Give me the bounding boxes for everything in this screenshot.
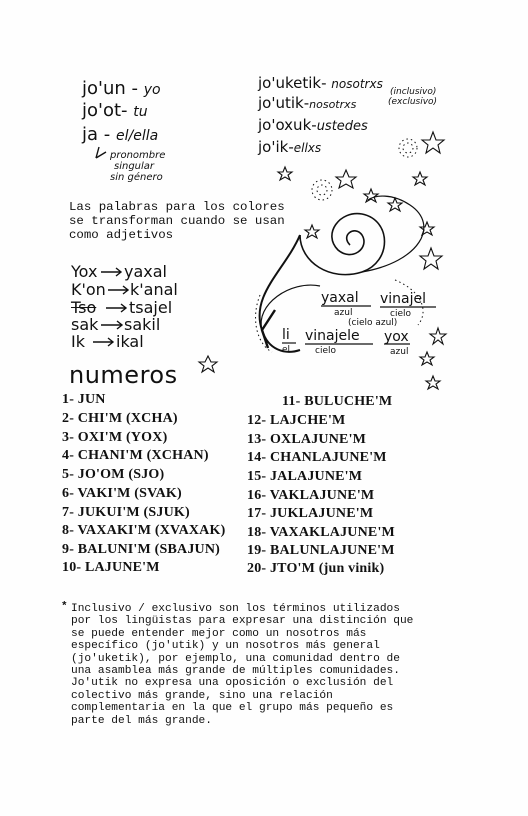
number-item: 5- JO'OM (SJO) <box>62 467 165 482</box>
footnote-line: parte del más grande. <box>71 714 212 727</box>
star-icon <box>420 352 434 365</box>
number-item: 16- VAKLAJUNE'M <box>247 488 375 503</box>
pronoun-word: jo'utik <box>258 94 304 112</box>
pronoun-gloss: nosotrxs <box>331 77 383 91</box>
pronoun-row: jo'oxuk-ustedes <box>258 116 368 134</box>
swirl-gloss: cielo <box>315 346 336 356</box>
swirl-word: vinajel <box>380 291 427 307</box>
color-from: Ik <box>71 332 85 351</box>
colors-intro-line: Las palabras para los colores <box>69 200 285 214</box>
footnote-line: específico (jo'utik) y un nosotros más general <box>71 640 380 653</box>
color-to: yaxal <box>124 262 167 281</box>
pronoun-gloss: yo <box>143 82 161 98</box>
star-icon <box>364 189 378 202</box>
number-item: 3- OXI'M (YOX) <box>62 430 168 445</box>
footnote-line: Jo'utik no expresa una oposición o exclusión del <box>71 677 394 690</box>
pronoun-note-line: sin género <box>110 172 163 183</box>
footnote-mark: * <box>61 601 68 613</box>
numbers-title: numeros <box>69 361 178 389</box>
pronoun-word: jo'un <box>82 78 126 99</box>
swirl-word: yaxal <box>321 290 359 306</box>
number-item: 11- BULUCHE'M <box>282 394 393 409</box>
number-item: 13- OXLAJUNE'M <box>247 432 367 447</box>
number-item: 19- BALUNLAJUNE'M <box>247 543 395 558</box>
footnote-line: colectivo más grande, sino una relación <box>71 689 333 702</box>
pronoun-gloss: ustedes <box>316 119 368 134</box>
swirl-gloss: el <box>282 345 291 355</box>
footnote-line: se puede entender mejor como un nosotros más <box>71 627 367 640</box>
star-icon <box>305 225 319 238</box>
pronoun-row: ja - el/ella <box>82 124 159 145</box>
pronoun-word: ja <box>82 124 99 145</box>
colors-intro-line: como adjetivos <box>69 228 174 242</box>
pronoun-note-line: pronombre <box>110 150 166 161</box>
footnote-line: Inclusivo / exclusivo son los términos utilizados <box>71 603 400 615</box>
color-to: ikal <box>116 332 144 351</box>
color-to: tsajel <box>129 298 173 317</box>
swirl-gloss: (cielo azul) <box>348 318 398 328</box>
swirl-word: li <box>282 327 290 343</box>
pronoun-gloss: el/ella <box>115 128 159 144</box>
star-icon <box>199 356 217 372</box>
pronoun-word: jo'uketik <box>258 74 322 92</box>
pronoun-note: (exclusivo) <box>388 97 438 107</box>
number-item: 1- JUN <box>62 392 106 407</box>
color-from: Tso <box>71 298 97 317</box>
number-item: 8- VAXAKI'M (XVAXAK) <box>62 523 226 538</box>
star-icon <box>278 167 292 180</box>
star-icon <box>426 376 440 389</box>
swirl-word: vinajele <box>305 328 360 344</box>
footnote-line: (jo'uketik), por ejemplo, una comunidad dentro de <box>71 652 400 665</box>
pronoun-row: jo'ik-ellxs <box>258 138 322 156</box>
pronoun-word: jo'ot <box>82 100 122 121</box>
star-icon <box>430 328 446 344</box>
pronoun-word: jo'ik <box>258 138 289 156</box>
star-icon <box>422 132 444 153</box>
color-from: sak <box>71 315 99 334</box>
number-item: 9- BALUNI'M (SBAJUN) <box>62 542 220 557</box>
star-icon <box>336 170 356 188</box>
pronoun-gloss: tu <box>133 104 148 120</box>
number-item: 18- VAXAKLAJUNE'M <box>247 525 395 540</box>
swirl-gloss: azul <box>334 308 353 318</box>
number-item: 6- VAKI'M (SVAK) <box>62 486 182 501</box>
pronoun-word: jo'oxuk <box>258 116 312 134</box>
pronoun-row: jo'ot- tu <box>82 100 148 121</box>
number-item: 14- CHANLAJUNE'M <box>247 450 387 465</box>
swirl-gloss: cielo <box>390 309 411 319</box>
footnote <box>71 603 413 727</box>
number-item: 12- LAJCHE'M <box>247 413 346 428</box>
pronoun-gloss: ellxs <box>293 141 322 155</box>
pronoun-note <box>110 150 165 183</box>
swirl-gloss: azul <box>390 347 409 357</box>
pronoun-row: jo'utik-nosotrxs <box>258 94 357 112</box>
number-item: 10- LAJUNE'M <box>62 560 160 575</box>
footnote-line: por los lingüistas para expresar una distinción que <box>71 615 414 628</box>
pronoun-row: jo'uketik- nosotrxs <box>258 74 383 92</box>
color-to: k'anal <box>130 280 178 299</box>
colors-intro-line: se transforman cuando se usan <box>69 214 285 228</box>
star-icon <box>420 248 442 269</box>
star-icon <box>420 222 434 235</box>
number-item: 15- JALAJUNE'M <box>247 469 363 484</box>
footnote-line: una asamblea más grande de múltiples comunidades. <box>71 665 400 678</box>
color-from: K'on <box>71 280 106 299</box>
swirl-word: yox <box>384 329 409 345</box>
color-from: Yox <box>71 262 98 281</box>
number-item: 17- JUKLAJUNE'M <box>247 506 374 521</box>
colors-intro <box>69 200 285 242</box>
star-icon <box>413 172 427 185</box>
number-item: 4- CHANI'M (XCHAN) <box>62 448 209 463</box>
pronoun-note: (inclusivo) <box>390 87 437 97</box>
dotted-swirl-icon <box>256 139 427 352</box>
pronoun-note-line: singular <box>114 161 155 172</box>
number-item: 7- JUKUI'M (SJUK) <box>62 505 190 520</box>
pronoun-gloss: nosotrxs <box>309 98 357 111</box>
pronoun-row: jo'un - yo <box>82 78 161 99</box>
number-item: 2- CHI'M (XCHA) <box>62 411 178 426</box>
footnote-line: complementaria en la que el grupo más pequeño es <box>71 702 394 715</box>
number-item: 20- JTO'M (jun vinik) <box>247 561 385 576</box>
color-to: sakil <box>124 315 161 334</box>
